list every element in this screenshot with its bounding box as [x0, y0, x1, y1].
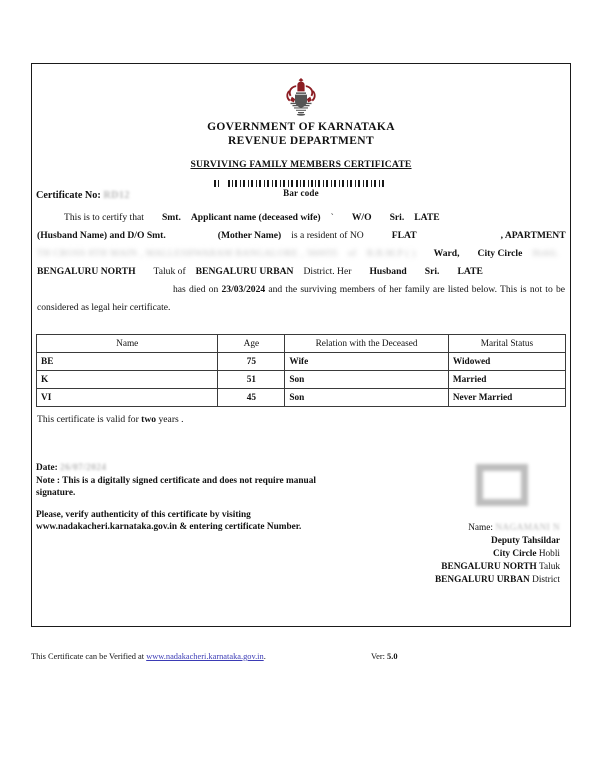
cell-marital: Widowed [448, 353, 565, 371]
digital-signature-seal-icon [476, 464, 528, 506]
surviving-members-table [36, 334, 566, 407]
address-line: TH CROSS 8TH MAIN , MALLESHWARAM BANGALORE , 560055 [37, 248, 338, 259]
signatory-district-label: BENGALURU URBAN [434, 575, 530, 585]
cell-marital: Never Married [448, 389, 565, 407]
column-header-age: Age [218, 335, 285, 353]
note-line-2: signature. [36, 488, 76, 498]
husband-relation-label: Husband [369, 266, 407, 277]
signatory-district-value: District [532, 575, 560, 585]
gov-line-2: REVENUE DEPARTMENT [228, 134, 374, 147]
mother-name-placeholder: (Mother Name) [217, 230, 282, 241]
certificate-body [37, 209, 565, 317]
died-on-phrase: has died on [173, 284, 219, 295]
body-line-4 [37, 263, 565, 281]
barcode-label: Bar code [283, 188, 319, 198]
footer-verify-period: . [263, 652, 266, 661]
notes-block [36, 462, 316, 534]
certificate-number-label: Certificate No: [36, 190, 101, 201]
cell-name: VI [37, 389, 218, 407]
cell-age: 51 [218, 371, 285, 389]
resident-phrase: is a resident of NO [291, 230, 364, 241]
barcode-image [214, 180, 389, 187]
body-line-5 [37, 281, 565, 317]
table-row [37, 353, 566, 371]
taluk-name: BENGALURU NORTH [37, 266, 136, 277]
signatory-taluk-row [370, 561, 560, 574]
karnataka-state-emblem-icon [279, 75, 323, 119]
husband-name-placeholder: (Husband Name) and D/O Smt. [37, 230, 166, 241]
column-header-name: Name [37, 335, 218, 353]
husband-late-label: LATE [457, 266, 483, 277]
issue-date-value: 26/07/2024 [60, 463, 107, 473]
signatory-taluk-label: BENGALURU NORTH [441, 562, 537, 572]
signatory-designation: Deputy Tahsildar [491, 536, 560, 546]
emblem-container [32, 75, 570, 119]
table-header-row [37, 335, 566, 353]
validity-duration: two [141, 414, 157, 425]
signature-block [370, 464, 560, 587]
table-row [37, 389, 566, 407]
cell-relation: Wife [285, 353, 448, 371]
government-title [32, 121, 570, 148]
body-line-3 [37, 245, 565, 263]
wo-label: W/O [351, 212, 372, 223]
signatory-circle-value: Hobli [538, 549, 560, 559]
footer-verify-label: This Certificate can be Verified at [31, 652, 145, 661]
signatory-taluk-value: Taluk [538, 562, 560, 572]
issue-date-label: Date: [36, 463, 58, 473]
death-date: 23/03/2024 [221, 284, 266, 295]
column-header-relation: Relation with the Deceased [285, 335, 448, 353]
certificate-number-row [36, 190, 130, 201]
column-header-marital: Marital Status [448, 335, 565, 353]
table-row [37, 371, 566, 389]
cell-name: K [37, 371, 218, 389]
bbmp-label: B.B.M.P ( ) [366, 248, 416, 259]
certificate-title: SURVIVING FAMILY MEMBERS CERTIFICATE [190, 159, 412, 170]
cell-relation: Son [285, 389, 448, 407]
validity-prefix: This certificate is valid for [37, 414, 139, 425]
city-circle-label: City Circle [477, 248, 523, 259]
footer-verify-link[interactable]: www.nadakacheri.karnataka.gov.in [146, 652, 264, 661]
footer-version-label: Ver: [371, 652, 385, 661]
footer-version [371, 652, 398, 661]
body-line-2 [37, 227, 565, 245]
signatory-name-row [370, 522, 560, 535]
signatory-district-row [370, 574, 560, 587]
cell-relation: Son [285, 371, 448, 389]
late-label: LATE [414, 212, 440, 223]
validity-suffix: years . [158, 414, 184, 425]
footer-version-value: 5.0 [387, 652, 398, 661]
signatory-circle-label: City Circle [493, 549, 537, 559]
husband-sri-label: Sri. [424, 266, 440, 277]
district-name: BENGALURU URBAN [195, 266, 294, 277]
salutation-smt: Smt. [161, 212, 181, 223]
footer-verify-text [31, 652, 266, 661]
certificate-number-value: RD12 [103, 190, 130, 201]
district-phrase: District. Her [303, 266, 352, 277]
note-line-1: Note : This is a digitally signed certificate and does not require manual [36, 475, 316, 486]
signatory-name-label: Name: [468, 523, 493, 533]
body-line-1 [37, 209, 565, 227]
hobli-value: Hobli. [532, 248, 560, 259]
certificate-page-frame [31, 63, 571, 627]
signatory-circle-row [370, 548, 560, 561]
address-of: of [347, 248, 357, 259]
flat-label: FLAT [391, 230, 417, 241]
verify-line-2: www.nadakacheri.karnataka.gov.in & entering certificate Number. [36, 522, 302, 532]
applicant-name: Applicant name (deceased wife) [190, 212, 321, 223]
verify-line-1: Please, verify authenticity of this certificate by visiting [36, 509, 251, 520]
note-spacer [36, 500, 316, 509]
sri-label: Sri. [389, 212, 405, 223]
surviving-members-phrase: and the surviving members of her family are listed below. This is not to be considered as legal heir certificate. [37, 284, 565, 313]
cell-name: BE [37, 353, 218, 371]
cell-marital: Married [448, 371, 565, 389]
taluk-of-phrase: Taluk of [153, 266, 186, 277]
apartment-label: , APARTMENT [500, 230, 566, 241]
cell-age: 45 [218, 389, 285, 407]
validity-statement [37, 414, 184, 425]
signatory-name-value: NAGAMANI N [495, 523, 560, 533]
issue-date-row [36, 462, 316, 475]
certify-phrase: This is to certify that [64, 212, 144, 223]
cell-age: 75 [218, 353, 285, 371]
gov-line-1: GOVERNMENT OF KARNATAKA [207, 121, 395, 133]
tick-mark: ` [330, 212, 334, 223]
ward-label: Ward, [433, 248, 460, 259]
